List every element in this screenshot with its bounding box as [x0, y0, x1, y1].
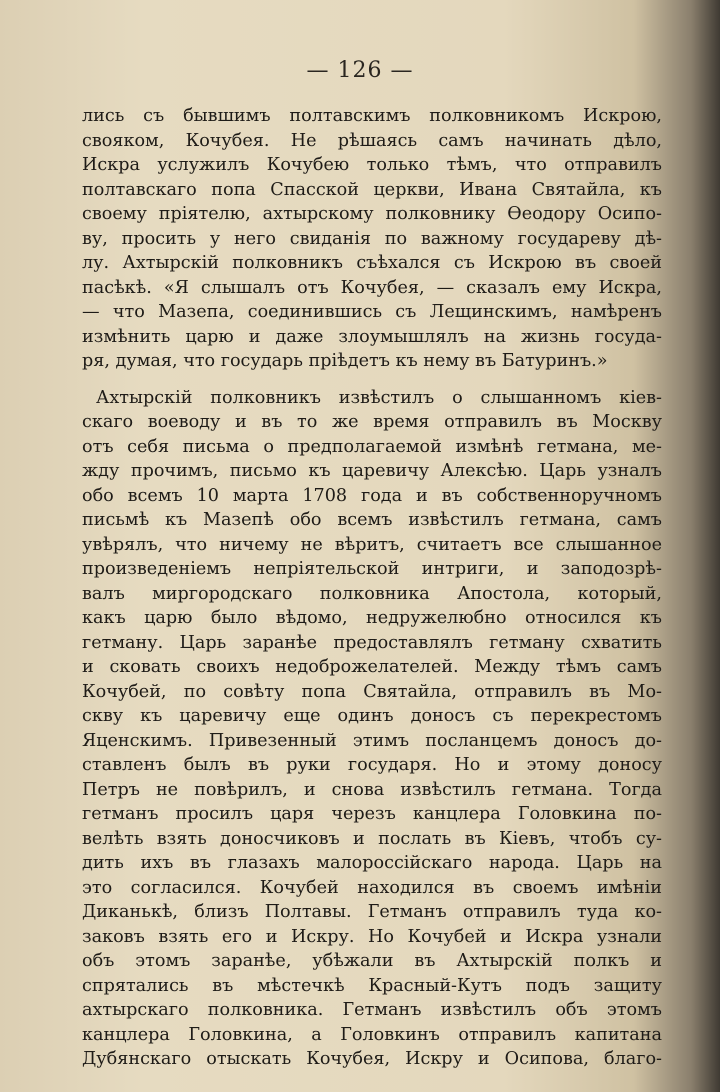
text-line: свояком, Кочубея. Не рѣшаясь самъ начинать дѣло,	[82, 130, 662, 151]
text-line: заковъ взять его и Искру. Но Кочубей и Искра узнали	[82, 926, 662, 947]
body-text	[82, 104, 662, 1072]
text-line: ву, просить у него свиданія по важному государеву дѣ-	[82, 228, 662, 249]
text-line: Кочубей, по совѣту попа Святайла, отправилъ въ Мо-	[82, 681, 662, 702]
text-line: своему пріятелю, ахтырскому полковнику Ѳеодору Осипо-	[82, 204, 662, 224]
text-line: ахтырскаго полковника. Гетманъ извѣстилъ объ этомъ	[82, 1000, 662, 1020]
text-line: Яценскимъ. Привезенный этимъ посланцемъ доносъ до-	[82, 730, 662, 751]
text-line: дить ихъ въ глазахъ малороссійскаго народа. Царь на	[82, 853, 662, 873]
text-line: Диканькѣ, близъ Полтавы. Гетманъ отправилъ туда ко-	[82, 902, 662, 922]
text-line: канцлера Головкина, а Головкинъ отправилъ капитана	[82, 1024, 662, 1045]
text-line: произведеніемъ непріятельской интриги, и заподозрѣ-	[82, 559, 662, 579]
text-line: ря, думая, что государь пріѣдетъ къ нему въ Батуринъ.»	[82, 351, 608, 371]
text-line: пасѣкѣ. «Я слышалъ отъ Кочубея, — сказалъ ему Искра,	[82, 277, 662, 298]
text-line: Петръ не повѣрилъ, и снова извѣстилъ гетмана. Тогда	[82, 779, 662, 800]
text-line: полтавскаго попа Спасской церкви, Ивана Святайла, къ	[82, 179, 662, 200]
text-line: и сковать своихъ недоброжелателей. Между тѣмъ самъ	[82, 657, 662, 677]
text-line: ставленъ былъ въ руки государя. Но и этому доносу	[82, 755, 662, 775]
text-line: Дубянскаго отыскать Кочубея, Искру и Осипова, благо-	[82, 1049, 662, 1069]
text-line: гетманъ просилъ царя черезъ канцлера Головкина по-	[82, 804, 662, 824]
text-line: лу. Ахтырскій полковникъ съѣхался съ Искрою въ своей	[82, 253, 662, 273]
text-line: отъ себя письма о предполагаемой измѣнѣ гетмана, ме-	[82, 436, 662, 457]
text-line: Искра услужилъ Кочубею только тѣмъ, что отправилъ	[82, 155, 662, 175]
text-line: лись съ бывшимъ полтавскимъ полковникомъ Искрою,	[82, 106, 662, 126]
text-line: Ахтырскій полковникъ извѣстилъ о слышанномъ кіев-	[96, 387, 662, 408]
text-line: — что Мазепа, соединившись съ Лещинскимъ, намѣренъ	[82, 302, 662, 322]
text-line: объ этомъ заранѣе, убѣжали въ Ахтырскій полкъ и	[82, 951, 662, 971]
text-line: письмѣ къ Мазепѣ обо всемъ извѣстилъ гетмана, самъ	[82, 510, 662, 530]
text-line: велѣть взять доносчиковъ и послать въ Кіевъ, чтобъ су-	[82, 828, 662, 849]
text-line: валъ миргородскаго полковника Апостола, который,	[82, 583, 662, 604]
text-line: скву къ царевичу еще одинъ доносъ съ перекрестомъ	[82, 706, 662, 726]
text-line: какъ царю было вѣдомо, недружелюбно относился къ	[82, 608, 662, 628]
text-line: жду прочимъ, письмо къ царевичу Алексѣю. Царь узналъ	[82, 461, 662, 481]
paragraph-2	[82, 386, 662, 1072]
text-line: скаго воеводу и въ то же время отправилъ въ Москву	[82, 412, 662, 432]
page-number: — 126 —	[306, 58, 414, 83]
text-line: увѣрялъ, что ничему не вѣритъ, считаетъ все слышанное	[82, 534, 662, 555]
text-line: гетману. Царь заранѣе предоставлялъ гетману схватить	[82, 632, 662, 653]
paragraph-1	[82, 104, 662, 374]
text-line: обо всемъ 10 марта 1708 года и въ собственноручномъ	[82, 485, 662, 506]
text-line: спрятались въ мѣстечкѣ Красный-Кутъ подъ защиту	[82, 975, 662, 996]
text-line: измѣнить царю и даже злоумышлялъ на жизнь госуда-	[82, 326, 662, 347]
text-line: это согласился. Кочубей находился въ своемъ имѣніи	[82, 877, 662, 898]
